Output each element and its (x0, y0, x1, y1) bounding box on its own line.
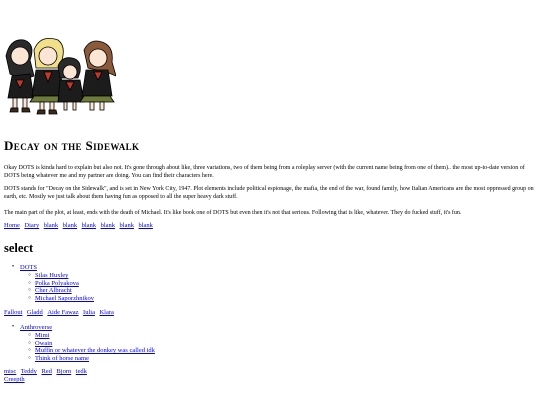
select-heading: select (4, 241, 34, 255)
dots-character-list (15, 264, 94, 302)
link-gladd[interactable]: Gladd (26, 309, 43, 316)
extra-links-row (4, 376, 28, 385)
link-teddy[interactable]: Teddy (20, 368, 37, 375)
main-nav (4, 222, 156, 231)
list-item (35, 280, 94, 288)
nav-link-blank[interactable]: blank (119, 222, 134, 229)
nav-link-blank[interactable]: blank (62, 222, 78, 229)
character-link-cher[interactable]: Cher Albracht (35, 287, 72, 295)
list-item (35, 295, 94, 303)
list-item (35, 355, 155, 363)
list-item (35, 347, 155, 355)
nav-link-blank[interactable]: blank (100, 222, 116, 229)
link-misc[interactable]: misc (4, 368, 17, 375)
list-item (15, 324, 155, 362)
list-item (35, 272, 94, 280)
character-link-owain[interactable]: Owain (35, 339, 53, 347)
character-banner-image (4, 36, 116, 118)
list-item (15, 264, 94, 302)
nav-link-blank[interactable]: blank (138, 222, 153, 229)
link-iedk[interactable]: iedk (75, 368, 87, 375)
anthroverse-sublist (35, 332, 155, 362)
dots-link[interactable]: DOTS (20, 264, 37, 271)
list-item (35, 287, 94, 295)
plot-paragraph: The main part of the plot, at least, ends with the death of Michael. It's like book one of DOTS but even then it's not that serious. Following that is like, whatever. They do fucked stuff, it's fun. (4, 210, 462, 216)
character-link-horse[interactable]: Think of horse name (35, 354, 89, 362)
list-item (35, 332, 155, 340)
character-link-michael[interactable]: Michael Saporzhnikov (35, 294, 95, 302)
character-link-mimi[interactable]: Mimi (35, 332, 50, 340)
anthroverse-character-list (15, 324, 155, 362)
link-aide-fawaz[interactable]: Aide Fawaz (47, 309, 79, 316)
character-link-silas[interactable]: Silas Huxley (35, 272, 69, 280)
nav-link-diary[interactable]: Diary (24, 222, 40, 229)
anthroverse-link[interactable]: Anthroverse (20, 324, 53, 331)
character-link-muffin[interactable]: Muffin or whatever the donkey was called idk (35, 347, 155, 355)
nav-link-blank[interactable]: blank (81, 222, 97, 229)
list-item (35, 340, 155, 348)
link-bjorn[interactable]: Bjorn (56, 368, 72, 375)
dots-sublist (35, 272, 94, 302)
fandom-links-row (4, 309, 117, 318)
nav-link-blank[interactable]: blank (43, 222, 59, 229)
character-link-polka[interactable]: Polka Polyakova (35, 279, 79, 287)
setting-paragraph: DOTS stands for "Decay on the Sidewalk", and is set in New York City, 1947. Plot elements include political espionage, the mafia, the end of the war, found family, how Italian Americans are the most oppressed group on earth, etc. Mostly we just talk about them having fun as opposed to all the super heavy dark stuff. (4, 186, 534, 200)
link-creepth[interactable]: Creepth (4, 376, 25, 383)
intro-paragraph: Okay DOTS is kinda hard to explain but also not. It's gone through about like, three variations, two of them being from a roleplay server (with the current name being from one of them).. the most up-to-date version of DOTS being whatever me and my partner are doing. You can find their characters here. (4, 165, 525, 179)
nav-link-home[interactable]: Home (4, 222, 20, 229)
link-red[interactable]: Red (41, 368, 52, 375)
link-klara[interactable]: Klara (99, 309, 114, 316)
link-iulia[interactable]: Iulia (83, 309, 95, 316)
page-title: Decay on the Sidewalk (4, 138, 140, 153)
link-fallout[interactable]: Fallout (4, 309, 23, 316)
